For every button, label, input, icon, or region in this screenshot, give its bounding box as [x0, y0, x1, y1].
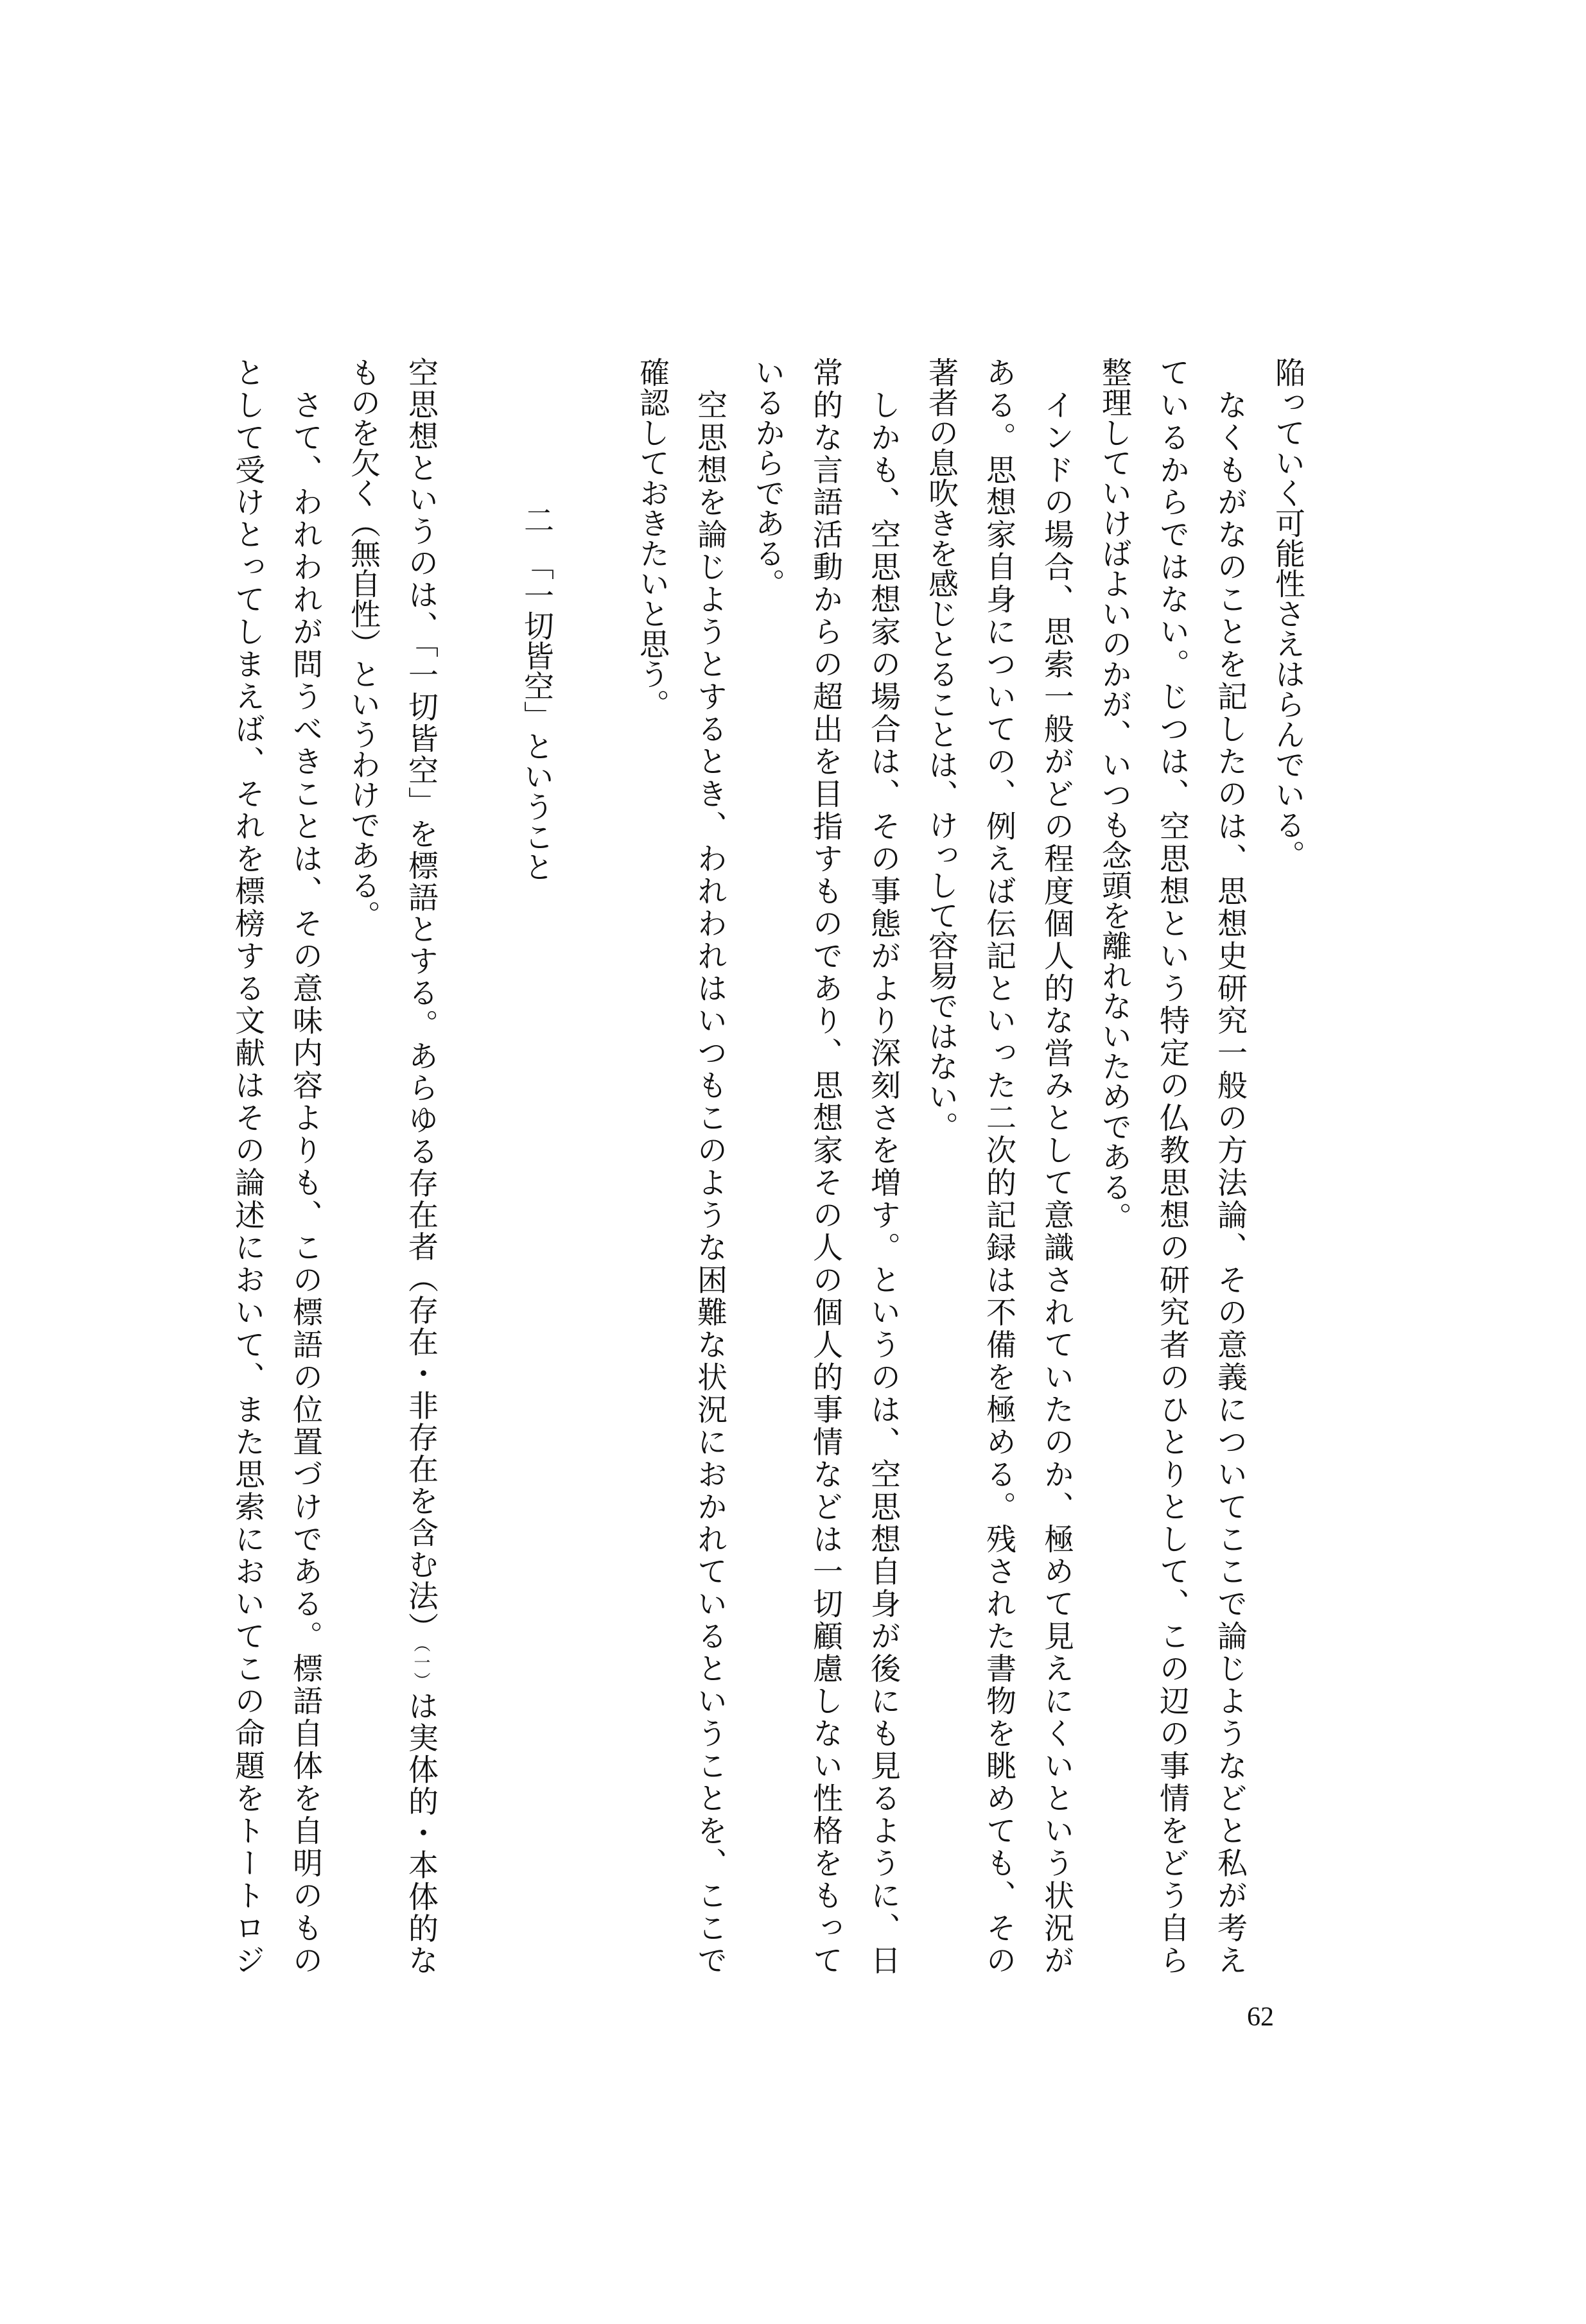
text-line-8: しかも、空思想家の場合は、その事態がより深刻さを増す。というのは、空思想自身が後にも見るように、日: [866, 357, 901, 1975]
text-line-2: なくもがなのことを記したのは、思想史研究一般の方法論、その意義についてここで論じようなどと私が考え: [1212, 357, 1248, 1975]
section-heading: 二 「一切皆空」ということ: [519, 505, 554, 882]
text-line-9: 常的な言語活動からの超出を目指すものであり、思想家その人の個人的事情などは一切顧慮しない性格をもって: [808, 357, 843, 1975]
section-gap: [565, 357, 623, 1975]
text-line-4: 整理していけばよいのかが、いつも念頭を離れないためである。: [1097, 357, 1132, 1232]
section-line-1: [392, 357, 449, 1975]
text-line-10: いるからである。: [750, 357, 785, 598]
section-line-1-text: 空思想というのは、「一切皆空」を標語とする。あらゆる存在者（存在・非存在を含む法）: [403, 357, 439, 1644]
text-line-3: ているからではない。じつは、空思想という特定の仏教思想の研究者のひとりとして、この辺の事情をどう自ら: [1155, 357, 1190, 1975]
text-line-12: 確認しておきたいと思う。: [634, 357, 670, 719]
section-line-4: として受けとってしまえば、それを標榜する文献はその論述において、また思索においてこの命題をトートロジ: [230, 357, 265, 1975]
section-line-3: さて、われわれが問うべきことは、その意味内容よりも、この標語の位置づけである。標語自体を自明のもの: [288, 357, 323, 1975]
text-line-6: ある。思想家自身についての、例えば伝記といった二次的記録は不備を極める。残された書物を眺めても、その: [981, 357, 1016, 1975]
page-number: 62: [1247, 2002, 1274, 2032]
vertical-text-block: [218, 357, 1316, 1975]
text-line-7: 著者の息吹きを感じとることは、けっして容易ではない。: [923, 357, 959, 1141]
section-line-1-tail: は実体的・本体的な: [403, 1690, 439, 1975]
section-gap-2: [449, 357, 507, 1975]
text-line-5: インドの場合、思索一般がどの程度個人的な営みとして意識されていたのか、極めて見えにくいという状況が: [1039, 357, 1074, 1975]
text-line-11: 空思想を論じようとするとき、われわれはいつもこのような困難な状況におかれているということを、ここで: [692, 357, 728, 1975]
note-marker: （一）: [411, 1643, 430, 1691]
text-line-1: 陥っていく可能性さえはらんでいる。: [1270, 357, 1305, 870]
section-line-2: ものを欠く（無自性）というわけである。: [345, 357, 381, 930]
